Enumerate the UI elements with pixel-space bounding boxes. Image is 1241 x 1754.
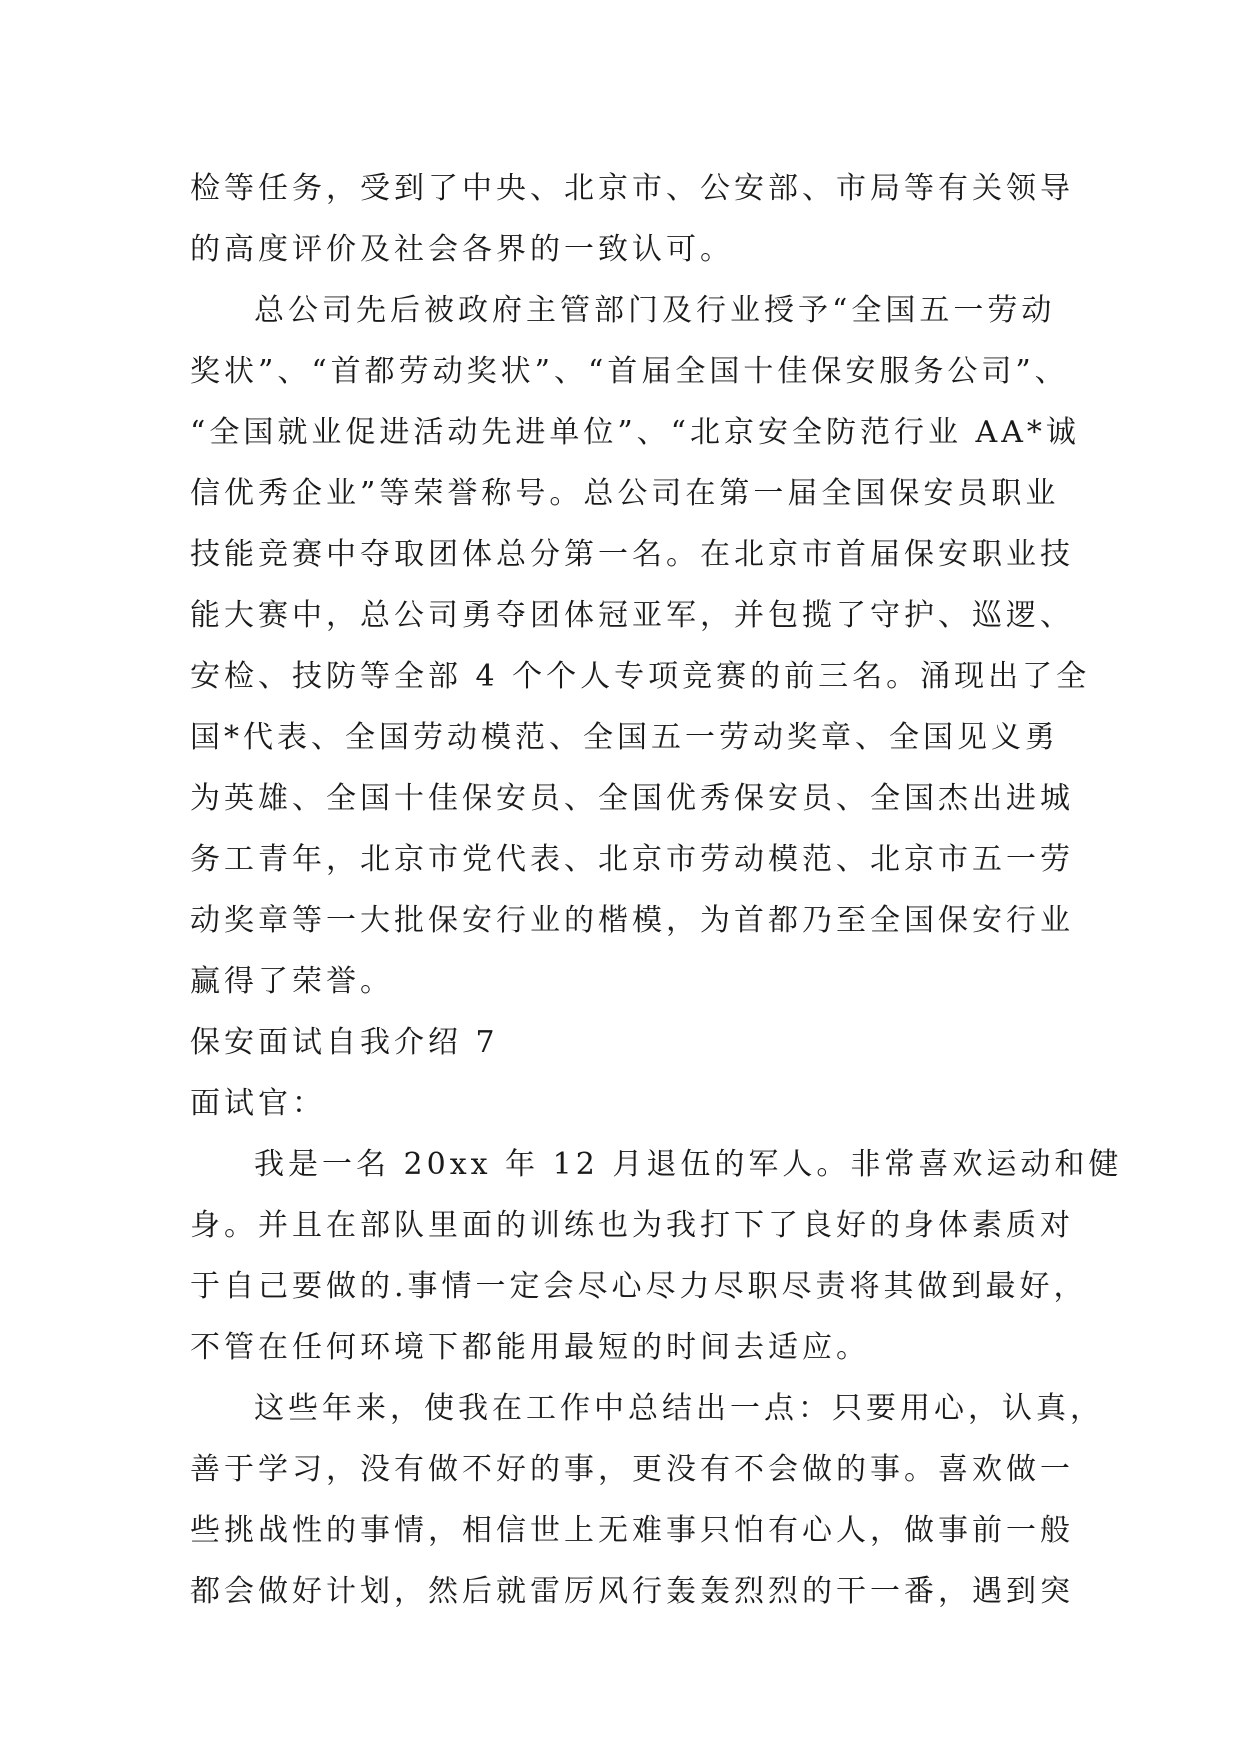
text-line-8: 能大赛中，总公司勇夺团体冠亚军，并包揽了守护、巡逻、 bbox=[190, 598, 1074, 633]
text-line-12: 务工青年，北京市党代表、北京市劳动模范、北京市五一劳 bbox=[190, 842, 1074, 877]
text-line-13: 动奖章等一大批保安行业的楷模，为首都乃至全国保安行业 bbox=[190, 903, 1074, 938]
text-line-2: 的高度评价及社会各界的一致认可。 bbox=[190, 232, 734, 267]
text-line-18: 身。并且在部队里面的训练也为我打下了良好的身体素质对 bbox=[190, 1208, 1074, 1243]
text-line-19: 于自己要做的.事情一定会尽心尽力尽职尽责将其做到最好， bbox=[190, 1269, 1088, 1304]
text-line-20: 不管在任何环境下都能用最短的时间去适应。 bbox=[190, 1330, 870, 1365]
text-line-3: 总公司先后被政府主管部门及行业授予“全国五一劳动 bbox=[254, 293, 1056, 328]
text-line-1: 检等任务，受到了中央、北京市、公安部、市局等有关领导 bbox=[190, 171, 1074, 206]
section-heading: 保安面试自我介绍 7 bbox=[190, 1025, 499, 1060]
text-line-9: 安检、技防等全部 4 个个人专项竞赛的前三名。涌现出了全 bbox=[190, 659, 1091, 694]
text-line-7: 技能竞赛中夺取团体总分第一名。在北京市首届保安职业技 bbox=[190, 537, 1074, 572]
text-line-23: 些挑战性的事情，相信世上无难事只怕有心人，做事前一般 bbox=[190, 1513, 1074, 1548]
text-line-5: “全国就业促进活动先进单位”、“北京安全防范行业 AA*诚 bbox=[190, 415, 1080, 450]
text-line-22: 善于学习，没有做不好的事，更没有不会做的事。喜欢做一 bbox=[190, 1452, 1074, 1487]
text-line-21: 这些年来，使我在工作中总结出一点：只要用心，认真， bbox=[254, 1391, 1104, 1426]
text-line-14: 赢得了荣誉。 bbox=[190, 964, 394, 999]
text-line-4: 奖状”、“首都劳动奖状”、“首届全国十佳保安服务公司”、 bbox=[190, 354, 1069, 389]
text-line-17: 我是一名 20xx 年 12 月退伍的军人。非常喜欢运动和健 bbox=[254, 1147, 1123, 1182]
text-line-24: 都会做好计划，然后就雷厉风行轰轰烈烈的干一番，遇到突 bbox=[190, 1574, 1074, 1609]
text-line-11: 为英雄、全国十佳保安员、全国优秀保安员、全国杰出进城 bbox=[190, 781, 1074, 816]
text-line-6: 信优秀企业”等荣誉称号。总公司在第一届全国保安员职业 bbox=[190, 476, 1060, 511]
text-line-10: 国*代表、全国劳动模范、全国五一劳动奖章、全国见义勇 bbox=[190, 720, 1059, 755]
salutation: 面试官： bbox=[190, 1086, 326, 1121]
document-body bbox=[190, 158, 1123, 1622]
